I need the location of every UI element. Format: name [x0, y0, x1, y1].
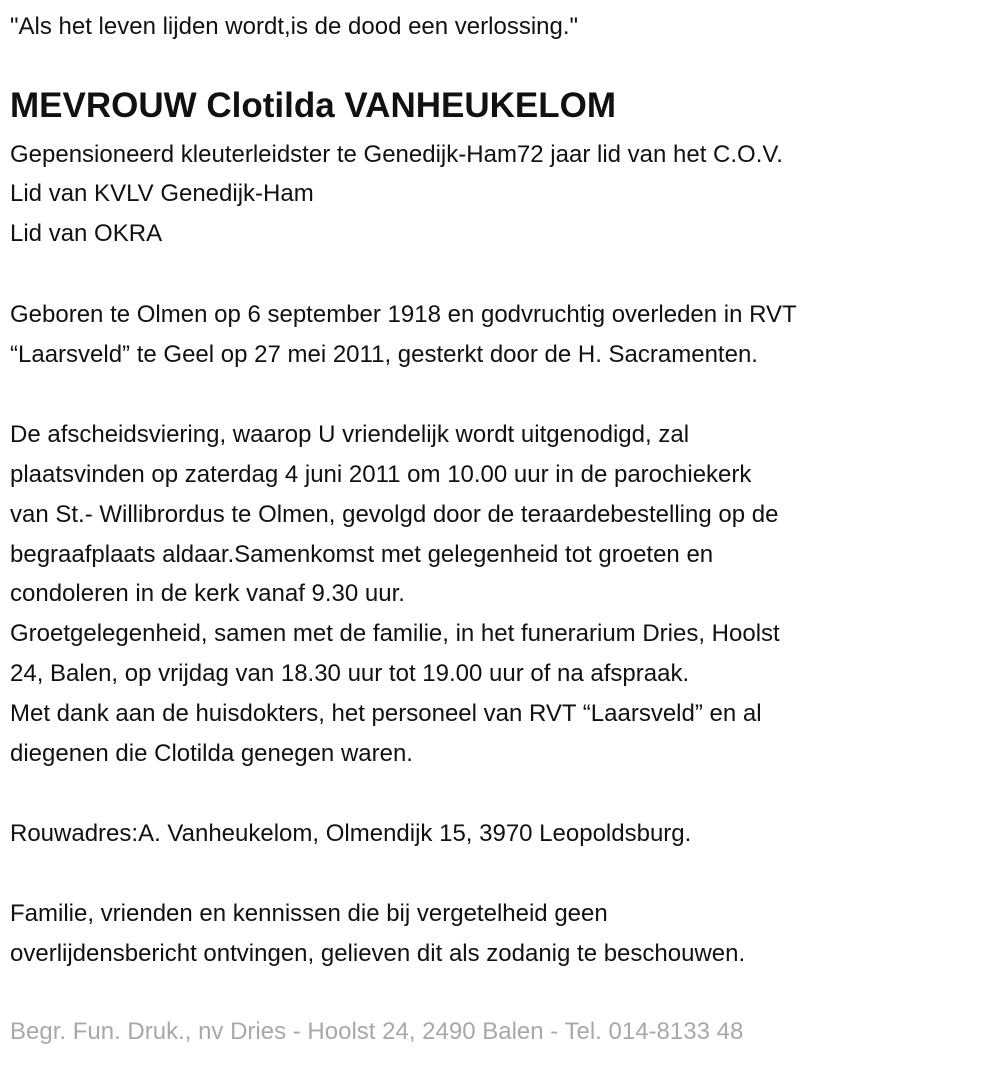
ceremony-line: van St.- Willibrordus te Olmen, gevolgd door de teraardebestelling op de: [10, 501, 779, 528]
printer-footer: Begr. Fun. Druk., nv Dries - Hoolst 24, 2490 Balen - Tel. 014-8133 48: [10, 1018, 744, 1045]
notice-line: overlijdensbericht ontvingen, gelieven dit als zodanig te beschouwen.: [10, 940, 746, 967]
deceased-name: MEVROUW Clotilda VANHEUKELOM: [10, 86, 617, 125]
affiliation-line: Lid van KVLV Genedijk-Ham: [10, 180, 314, 207]
affiliation-line: Lid van OKRA: [10, 220, 163, 247]
ceremony-line: plaatsvinden op zaterdag 4 juni 2011 om 10.00 uur in de parochiekerk: [10, 461, 752, 488]
ceremony-line: begraafplaats aldaar.Samenkomst met gelegenheid tot groeten en: [10, 541, 714, 568]
quote: "Als het leven lijden wordt,is de dood een verlossing.": [10, 13, 579, 40]
mourning-address: Rouwadres:A. Vanheukelom, Olmendijk 15, 3970 Leopoldsburg.: [10, 820, 692, 847]
notice-line: Familie, vrienden en kennissen die bij vergetelheid geen: [10, 900, 608, 927]
ceremony-line: Met dank aan de huisdokters, het personeel van RVT “Laarsveld” en al: [10, 700, 762, 727]
affiliation-line: Gepensioneerd kleuterleidster te Genedijk-Ham72 jaar lid van het C.O.V.: [10, 141, 783, 168]
birth-death-line: Geboren te Olmen op 6 september 1918 en godvruchtig overleden in RVT: [10, 301, 797, 328]
ceremony-line: condoleren in de kerk vanaf 9.30 uur.: [10, 580, 405, 607]
ceremony-line: 24, Balen, op vrijdag van 18.30 uur tot 19.00 uur of na afspraak.: [10, 660, 690, 687]
birth-death-line: “Laarsveld” te Geel op 27 mei 2011, gesterkt door de H. Sacramenten.: [10, 341, 758, 368]
ceremony-line: Groetgelegenheid, samen met de familie, in het funerarium Dries, Hoolst: [10, 620, 780, 647]
ceremony-line: diegenen die Clotilda genegen waren.: [10, 740, 413, 767]
ceremony-line: De afscheidsviering, waarop U vriendelijk wordt uitgenodigd, zal: [10, 421, 690, 448]
